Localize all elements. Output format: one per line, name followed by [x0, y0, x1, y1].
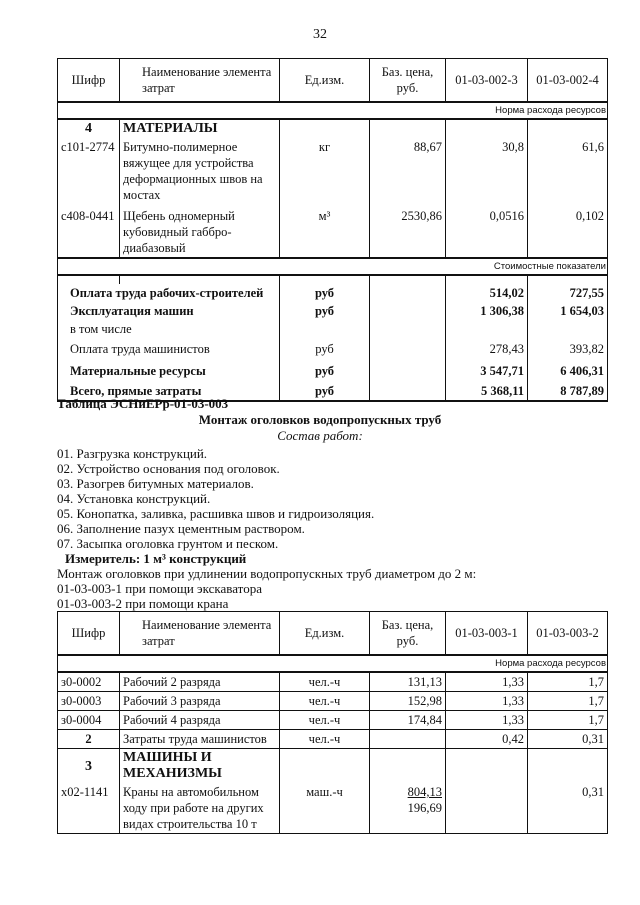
cost-name: Оплата труда рабочих-строителей [58, 284, 280, 302]
row-value-1: 30,8 [446, 138, 528, 204]
section-title: МАТЕРИАЛЫ [120, 119, 280, 138]
section-number: 4 [58, 119, 120, 138]
table-row [58, 711, 608, 730]
variant-1: 01-03-003-1 при помощи экскаватора [57, 581, 262, 596]
norm-label-row [58, 655, 608, 672]
resource-table-1 [57, 58, 608, 402]
cost-unit: руб [280, 360, 370, 380]
row-code: з0-0003 [58, 692, 120, 711]
row-price: 131,13 [370, 672, 446, 692]
row-price: 804,13 [407, 785, 442, 799]
row-code: 2 [58, 730, 120, 749]
row-value-2: 0,102 [528, 204, 608, 258]
table-row [58, 204, 608, 258]
cost-value-1: 278,43 [446, 338, 528, 360]
table-row [58, 672, 608, 692]
row-value-2: 61,6 [528, 138, 608, 204]
row-unit: чел.-ч [280, 672, 370, 692]
cost-value-2: 1 654,03 [528, 302, 608, 320]
work-item: 06. Заполнение пазух цементным раствором. [57, 521, 305, 536]
work-item: 02. Устройство основания под оголовок. [57, 461, 280, 476]
row-value-1: 1,33 [446, 672, 528, 692]
cost-value-1: 3 547,71 [446, 360, 528, 380]
section-title: МАШИНЫ И МЕХАНИЗМЫ [120, 749, 280, 784]
measure-unit: Измеритель: 1 м³ конструкций [65, 551, 247, 566]
section-header-row [58, 749, 608, 784]
cost-value-2: 6 406,31 [528, 360, 608, 380]
row-name: Рабочий 4 разряда [120, 711, 280, 730]
cost-unit: руб [280, 284, 370, 302]
cost-name: Материальные ресурсы [58, 360, 280, 380]
variant-2: 01-03-003-2 при помощи крана [57, 596, 229, 611]
cost-value-2: 727,55 [528, 284, 608, 302]
section-header-row [58, 119, 608, 138]
row-value-1: 0,0516 [446, 204, 528, 258]
row-value-1 [446, 783, 528, 834]
row-price: 88,67 [370, 138, 446, 204]
header-cell: 01-03-003-1 [446, 612, 528, 656]
header-cell: Шифр [58, 59, 120, 103]
work-item: 05. Конопатка, заливка, расшивка швов и гидроизоляция. [57, 506, 375, 521]
cost-row [58, 302, 608, 320]
norm-label-row [58, 102, 608, 119]
cost-unit: руб [280, 302, 370, 320]
table-label: Таблица ЭСНиЕРр-01-03-003 [57, 396, 229, 411]
row-value-2: 0,31 [528, 730, 608, 749]
row-code: з0-0004 [58, 711, 120, 730]
header-cell: Шифр [58, 612, 120, 656]
row-price-2: 196,69 [407, 801, 442, 815]
row-value-2: 1,7 [528, 711, 608, 730]
norm-label: Норма расхода ресурсов [58, 102, 608, 119]
table-row [58, 783, 608, 834]
norm-label: Норма расхода ресурсов [58, 655, 608, 672]
row-value-2: 1,7 [528, 672, 608, 692]
resource-table-2 [57, 611, 608, 834]
cost-value-2: 8 787,89 [528, 380, 608, 401]
table-row [58, 692, 608, 711]
header-cell: Наименование элемента затрат [120, 612, 280, 656]
header-cell: Баз. цена, руб. [370, 612, 446, 656]
cost-value-1: 514,02 [446, 284, 528, 302]
row-unit: маш.-ч [280, 783, 370, 834]
cost-row [58, 284, 608, 302]
row-value-1: 1,33 [446, 711, 528, 730]
row-unit: чел.-ч [280, 692, 370, 711]
cost-value-2: 393,82 [528, 338, 608, 360]
cost-label-row [58, 258, 608, 275]
cost-unit: руб [280, 338, 370, 360]
row-unit: кг [280, 138, 370, 204]
row-price [370, 730, 446, 749]
row-price: 152,98 [370, 692, 446, 711]
header-cell: 01-03-002-4 [528, 59, 608, 103]
section-number: 3 [58, 749, 120, 784]
table-row [58, 730, 608, 749]
row-value-2: 0,31 [528, 783, 608, 834]
table-header-row [58, 59, 608, 103]
row-code: х02-1141 [58, 783, 120, 834]
cost-name: Эксплуатация машин [58, 302, 280, 320]
row-name: Рабочий 2 разряда [120, 672, 280, 692]
header-cell: 01-03-003-2 [528, 612, 608, 656]
cost-row [58, 360, 608, 380]
row-price: 2530,86 [370, 204, 446, 258]
cost-label: Стоимостные показатели [58, 258, 608, 275]
section-title: Монтаж оголовков водопропускных труб [198, 412, 442, 427]
cost-name: в том числе [58, 320, 280, 338]
work-item: 07. Засыпка оголовка грунтом и песком. [57, 536, 279, 551]
header-cell: 01-03-002-3 [446, 59, 528, 103]
row-name: Щебень одномерный кубовидный габбро-диабазовый [120, 204, 280, 258]
row-name: Краны на автомобильном ходу при работе на других видах строительства 10 т [120, 783, 280, 834]
work-item: 01. Разгрузка конструкций. [57, 446, 208, 461]
row-unit: м³ [280, 204, 370, 258]
row-price: 174,84 [370, 711, 446, 730]
cost-unit: руб [280, 380, 370, 401]
header-cell: Ед.изм. [280, 59, 370, 103]
row-code: с101-2774 [58, 138, 120, 204]
work-item: 04. Установка конструкций. [57, 491, 211, 506]
cost-value-1: 5 368,11 [446, 380, 528, 401]
cost-value-1: 1 306,38 [446, 302, 528, 320]
description: Монтаж оголовков при удлинении водопропускных труб диаметром до 2 м: [57, 566, 477, 581]
row-name: Битумно-полимерное вяжущее для устройства деформационных швов на мостах [120, 138, 280, 204]
cost-row [58, 320, 608, 338]
table-row [58, 138, 608, 204]
cost-name: Всего, прямые затраты [58, 380, 280, 401]
row-code: з0-0002 [58, 672, 120, 692]
row-value-2: 1,7 [528, 692, 608, 711]
row-unit: чел.-ч [280, 711, 370, 730]
cost-name: Оплата труда машинистов [58, 338, 280, 360]
page-number: 32 [313, 27, 327, 42]
row-name: Рабочий 3 разряда [120, 692, 280, 711]
row-value-1: 1,33 [446, 692, 528, 711]
row-unit: чел.-ч [280, 730, 370, 749]
section-subtitle: Состав работ: [277, 428, 363, 443]
row-code: с408-0441 [58, 204, 120, 258]
table-header-row [58, 612, 608, 656]
header-cell: Баз. цена, руб. [370, 59, 446, 103]
row-value-1: 0,42 [446, 730, 528, 749]
cost-row [58, 338, 608, 360]
header-cell: Наименование элемента затрат [120, 59, 280, 103]
row-price-cell [370, 783, 446, 834]
work-item: 03. Разогрев битумных материалов. [57, 476, 254, 491]
row-name: Затраты труда машинистов [120, 730, 280, 749]
header-cell: Ед.изм. [280, 612, 370, 656]
